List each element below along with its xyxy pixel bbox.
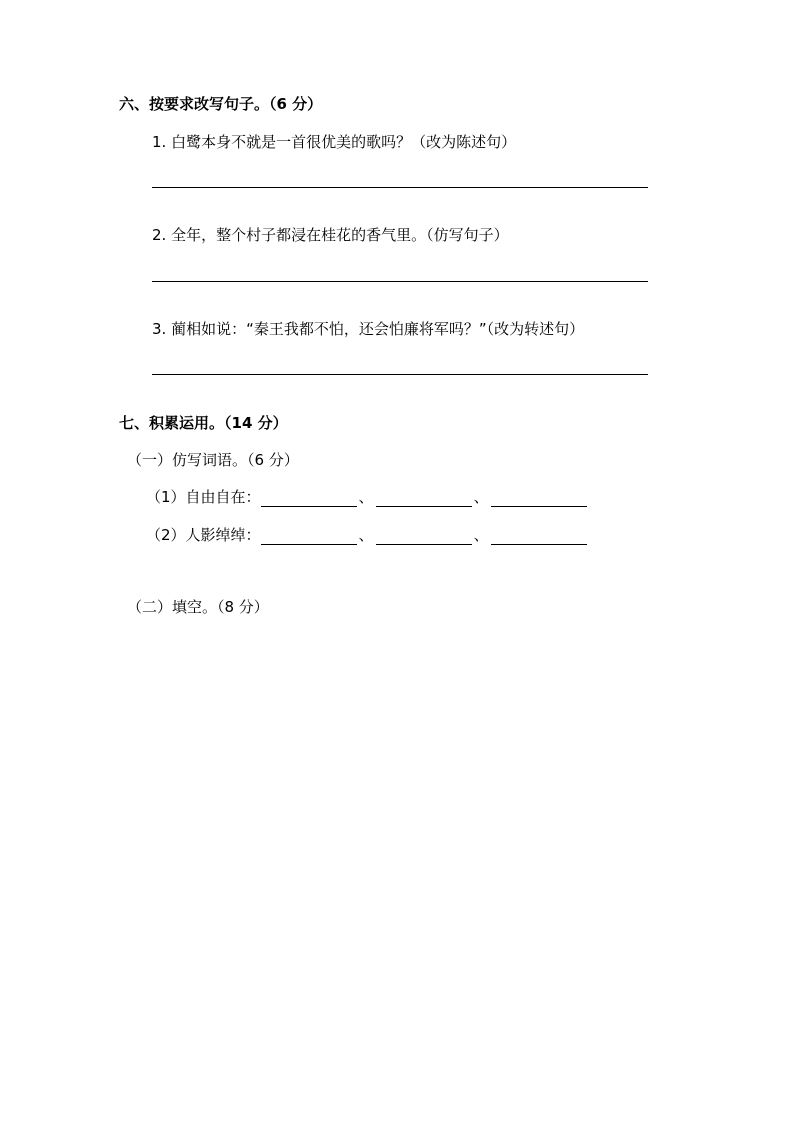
item-2-blank-2[interactable] [376,530,472,545]
item-2-label: （2）人影绰绰： [146,526,261,544]
item-2-blank-3[interactable] [491,530,587,545]
item-row-1 [146,486,587,507]
answer-line-2[interactable] [152,281,648,282]
section-6-title: 六、按要求改写句子。（6 分） [119,95,323,113]
item-1-label: （1）自由自在： [146,488,261,506]
separator: 、 [473,526,489,544]
item-row-2 [146,524,587,545]
part-2-title: （二）填空。（8 分） [127,598,269,616]
part-1-title: （一）仿写词语。（6 分） [127,451,299,469]
separator: 、 [473,488,489,506]
answer-line-1[interactable] [152,187,648,188]
question-3-text: 3. 蔺相如说：“秦王我都不怕，还会怕廉将军吗？”（改为转述句） [152,320,585,338]
question-2-text: 2. 全年，整个村子都浸在桂花的香气里。（仿写句子） [152,226,509,244]
item-1-blank-1[interactable] [261,492,357,507]
item-1-blank-3[interactable] [491,492,587,507]
item-1-blank-2[interactable] [376,492,472,507]
separator: 、 [358,526,374,544]
question-1-text: 1. 白鹭本身不就是一首很优美的歌吗？（改为陈述句） [152,133,517,151]
item-2-blank-1[interactable] [261,530,357,545]
separator: 、 [358,488,374,506]
answer-line-3[interactable] [152,374,648,375]
section-7-title: 七、积累运用。（14 分） [119,414,288,432]
